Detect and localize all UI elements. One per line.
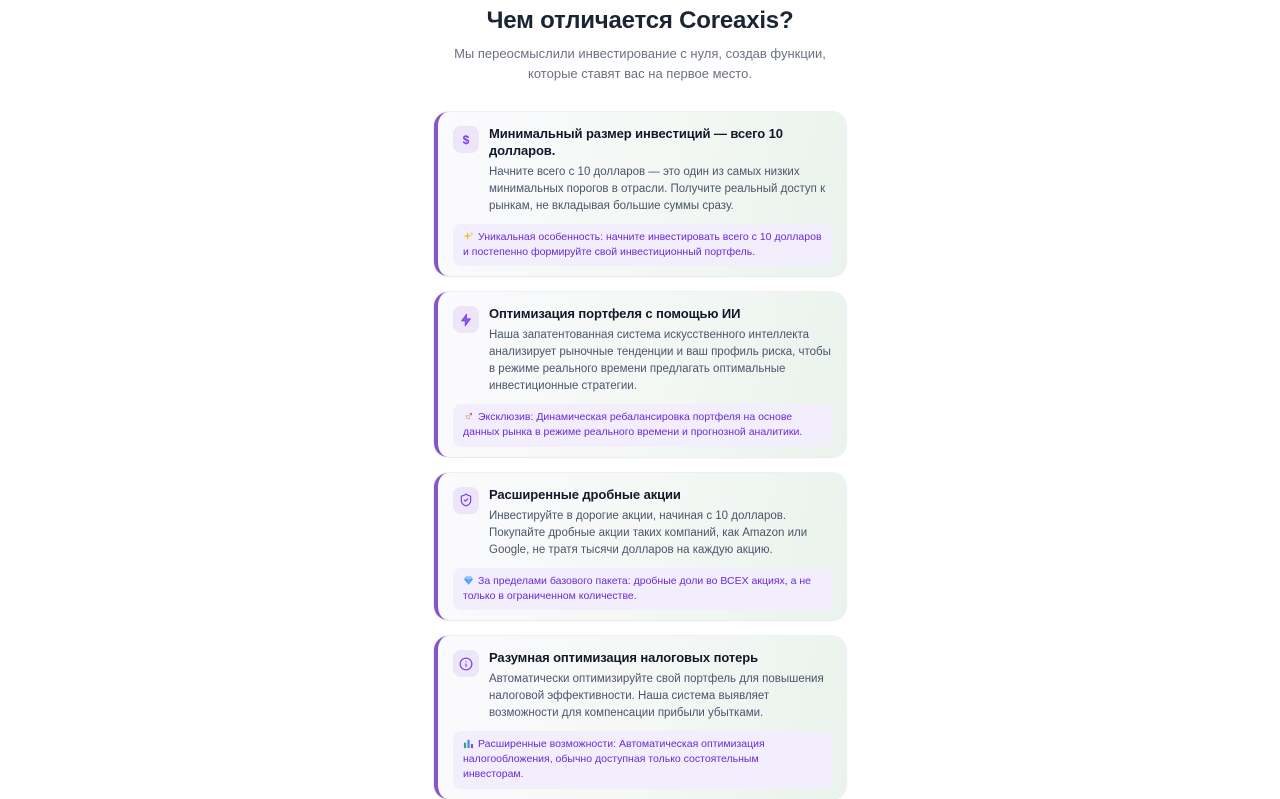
card-head	[453, 485, 832, 559]
gem-icon	[463, 574, 474, 589]
dollar-icon: $	[453, 126, 479, 153]
feature-card-ai-optimization	[434, 292, 846, 456]
card-head	[453, 124, 832, 215]
note-text: Эксклюзив: Динамическая ребалансировка портфеля на основе данных рынка в режиме реального времени и прогнозной аналитики.	[463, 411, 803, 439]
card-note	[453, 568, 832, 610]
card-note	[453, 224, 832, 266]
note-text: За пределами базового пакета: дробные доли во ВСЕХ акциях, а не только в ограниченном количестве.	[463, 574, 812, 602]
info-icon	[453, 650, 479, 677]
card-note	[453, 404, 832, 446]
sparkles-icon	[463, 230, 474, 245]
note-text: Уникальная особенность: начните инвестировать всего с 10 долларов и постепенно формируйте свой инвестиционный портфель.	[463, 230, 822, 259]
card-title: Расширенные дробные акции	[489, 486, 681, 502]
bar-chart-icon	[463, 737, 474, 752]
feature-card-min-investment	[434, 112, 846, 276]
feature-card-list	[434, 112, 846, 799]
card-description: Начните всего с 10 долларов — это один из самых низких минимальных порогов в отрасли. Получите реальный доступ к рынкам, не вкладывая большие суммы сразу.	[489, 165, 826, 212]
note-text: Расширенные возможности: Автоматическая оптимизация налогообложения, обычно доступная только состоятельным инвесторам.	[463, 737, 765, 781]
card-description: Наша запатентованная система искусственного интеллекта анализирует рыночные тенденции и ваш профиль риска, чтобы в режиме реального времени предлагать оптимальные инвестиционные стратегии.	[489, 329, 831, 393]
card-note	[453, 731, 832, 789]
card-head	[453, 304, 832, 395]
page-subtitle: Мы переосмыслили инвестирование с нуля, создав функции, которые ставят вас на первое место.	[454, 46, 826, 81]
feature-card-fractional-shares	[434, 473, 846, 620]
card-description: Автоматически оптимизируйте свой портфель для повышения налоговой эффективности. Наша система выявляет возможности для компенсации прибыли убытками.	[489, 672, 824, 719]
card-description: Инвестируйте в дорогие акции, начиная с 10 долларов. Покупайте дробные акции таких компаний, как Amazon или Google, не тратя тысячи долларов на каждую акцию.	[489, 509, 808, 556]
card-title: Разумная оптимизация налоговых потерь	[489, 650, 758, 666]
card-title: Минимальный размер инвестиций — всего 10 долларов.	[489, 126, 783, 158]
section-heading	[0, 7, 1280, 83]
zap-icon	[453, 306, 479, 333]
rocket-icon	[463, 410, 474, 425]
page-title: Чем отличается Coreaxis?	[486, 7, 794, 34]
card-head	[453, 648, 832, 722]
card-title: Оптимизация портфеля с помощью ИИ	[489, 306, 741, 322]
shield-check-icon	[453, 487, 479, 514]
feature-card-tax-optimization	[434, 636, 846, 799]
